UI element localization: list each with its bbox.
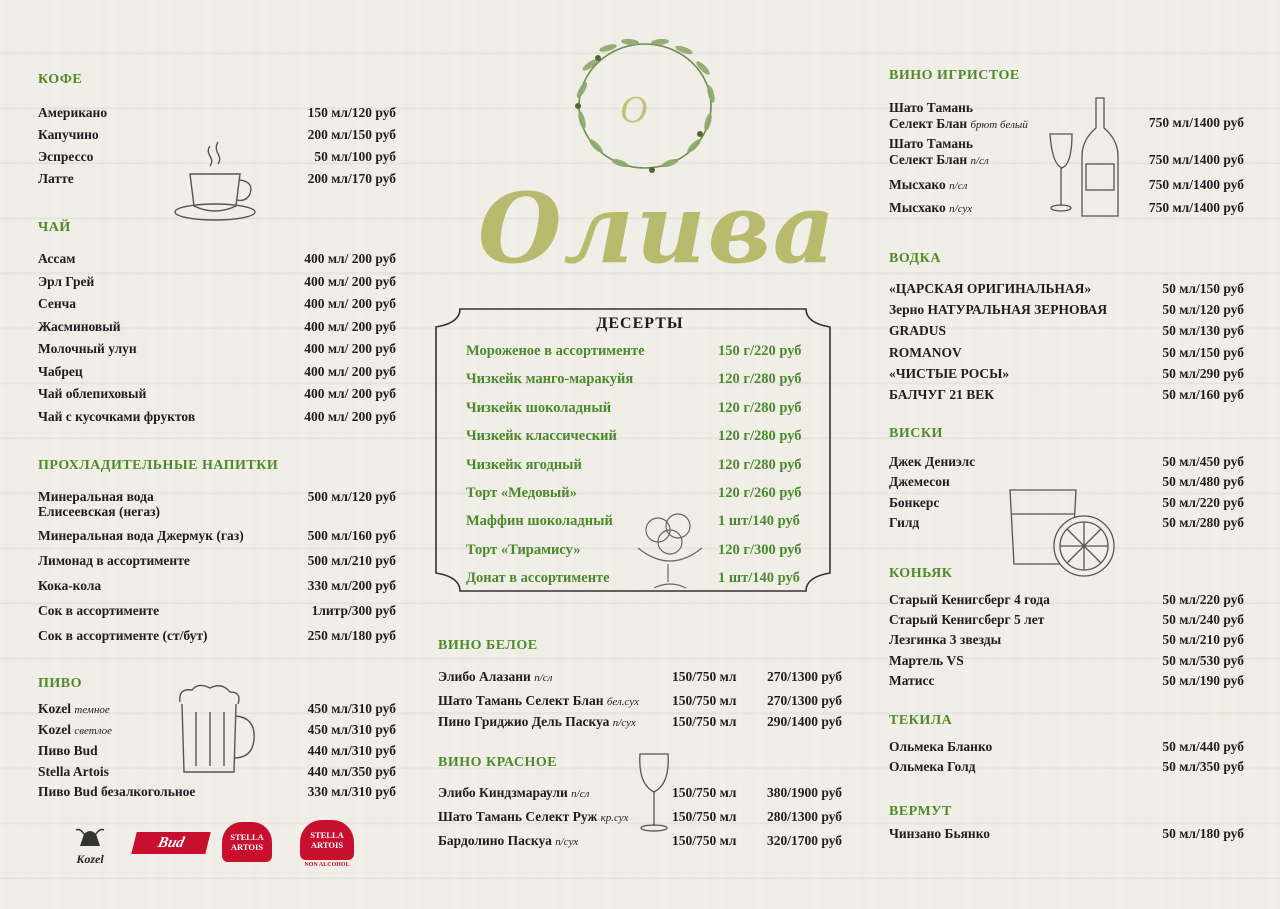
list-item: 120 г/280 руб [718, 400, 802, 416]
red-wine-heading: ВИНО КРАСНОЕ [438, 755, 558, 770]
list-item: 120 г/280 руб [718, 457, 802, 473]
logo-monogram: O [620, 89, 648, 131]
list-item: Чизкейк ягодный [466, 457, 582, 473]
whisky-heading: ВИСКИ [889, 426, 943, 441]
list-item: Маффин шоколадный [466, 513, 613, 529]
coffee-heading: КОФЕ [38, 72, 83, 87]
list-item: Чизкейк классический [466, 428, 617, 444]
goat-icon [66, 826, 114, 848]
beer-mug-icon [172, 680, 262, 780]
bud-logo: Bud [131, 832, 210, 854]
list-item: Торт «Тирамису» [466, 542, 581, 558]
list-item: Донат в ассортименте [466, 570, 610, 586]
kozel-logo: Kozel [66, 826, 114, 862]
vodka-heading: ВОДКА [889, 251, 941, 266]
list-item: 120 г/280 руб [718, 371, 802, 387]
cognac-heading: КОНЬЯК [889, 566, 953, 581]
tequila-heading: ТЕКИЛА [889, 713, 953, 728]
list-item: Шато Тамань Селект Блан брют белый 750 мл/1400 руб [889, 100, 1244, 131]
list-item: 120 г/300 руб [718, 542, 802, 558]
desserts-heading: ДЕСЕРТЫ [596, 315, 684, 332]
soft-drinks-heading: ПРОХЛАДИТЕЛЬНЫЕ НАПИТКИ [38, 458, 279, 473]
wine-glass-icon [634, 750, 674, 834]
list-item: 1 шт/140 руб [718, 570, 800, 586]
non-alcohol-label: NON ALCOHOL [304, 862, 350, 868]
list-item: 120 г/260 руб [718, 485, 802, 501]
list-item: Торт «Медовый» [466, 485, 577, 501]
list-item: 150 г/220 руб [718, 343, 802, 359]
stella-artois-logo: STELLA ARTOIS [222, 822, 272, 862]
champagne-bottle-icon [1046, 94, 1122, 222]
tea-heading: ЧАЙ [38, 220, 71, 235]
logo-title: Олива [478, 172, 837, 285]
beer-heading: ПИВО [38, 676, 83, 691]
list-item: Минеральная вода Елисеевская (негаз) 500 мл/120 руб [38, 489, 396, 519]
sparkling-wine-heading: ВИНО ИГРИСТОЕ [889, 68, 1020, 83]
ice-cream-bowl-icon [630, 508, 710, 596]
list-item: 120 г/280 руб [718, 428, 802, 444]
list-item: Мороженое в ассортименте [466, 343, 645, 359]
list-item: Чизкейк шоколадный [466, 400, 612, 416]
whisky-glass-icon [1006, 484, 1118, 580]
coffee-cup-icon [170, 136, 260, 226]
vermouth-heading: ВЕРМУТ [889, 804, 952, 819]
list-item: 1 шт/140 руб [718, 513, 800, 529]
white-wine-heading: ВИНО БЕЛОЕ [438, 638, 538, 653]
list-item: Шато Тамань Селект Блан п/сл 750 мл/1400 руб [889, 136, 1244, 167]
stella-artois-na-logo: STELLA ARTOIS [300, 820, 354, 860]
list-item: Чизкейк манго-маракуйя [466, 371, 634, 387]
